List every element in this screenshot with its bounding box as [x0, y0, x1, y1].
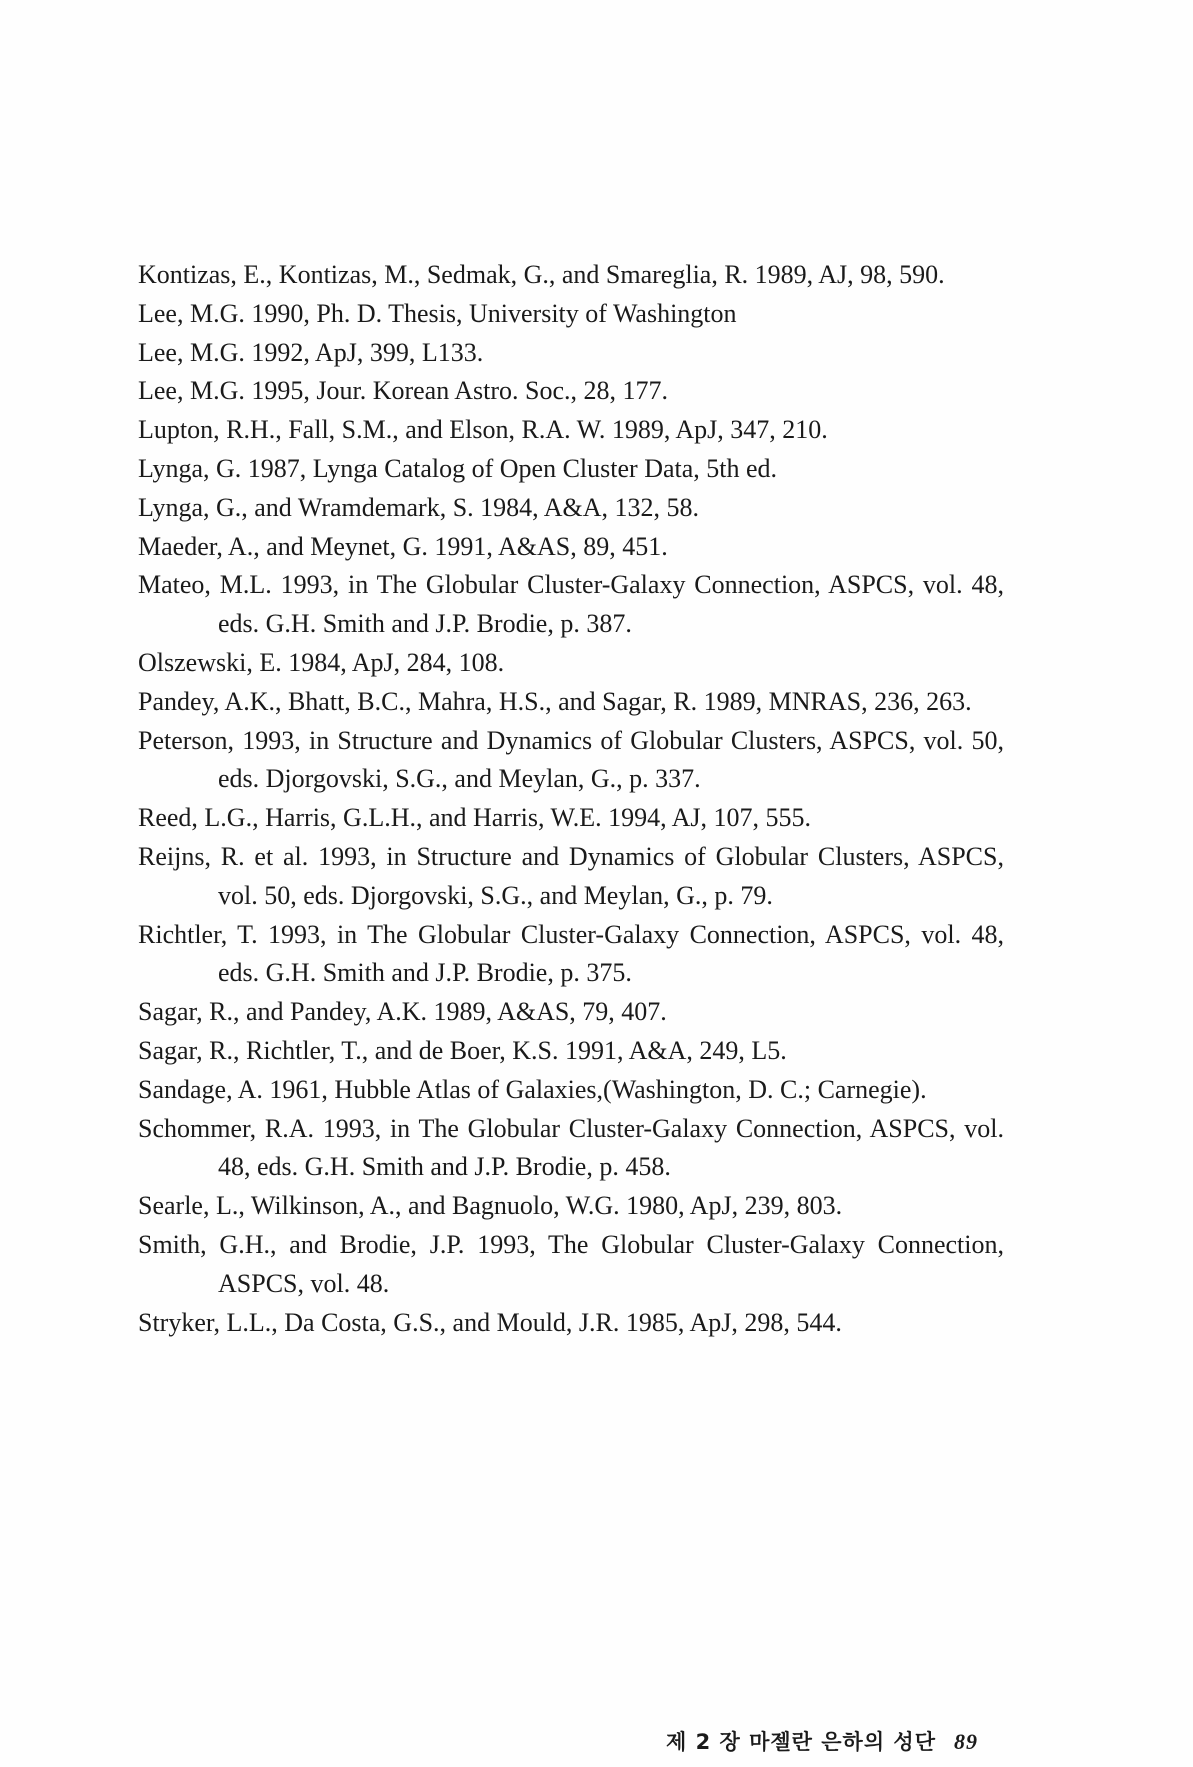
reference-item: Reijns, R. et al. 1993, in Structure and Dynamics of Globular Clusters, ASPCS, vol. 50, eds. Djorgovski, S.G., and Meylan, G., p. 79.	[138, 841, 1004, 910]
reference-item: Lee, M.G. 1990, Ph. D. Thesis, University of Washington	[138, 298, 737, 328]
reference-item: Maeder, A., and Meynet, G. 1991, A&AS, 89, 451.	[138, 531, 668, 561]
reference-item: Lynga, G., and Wramdemark, S. 1984, A&A, 132, 58.	[138, 492, 700, 522]
page-footer	[0, 1726, 978, 1756]
reference-item: Searle, L., Wilkinson, A., and Bagnuolo, W.G. 1980, ApJ, 239, 803.	[138, 1191, 843, 1221]
reference-item: Kontizas, E., Kontizas, M., Sedmak, G., and Smareglia, R. 1989, AJ, 98, 590.	[138, 260, 945, 289]
reference-item: Pandey, A.K., Bhatt, B.C., Mahra, H.S., and Sagar, R. 1989, MNRAS, 236, 263.	[138, 686, 972, 716]
reference-item: Sandage, A. 1961, Hubble Atlas of Galaxies,(Washington, D. C.; Carnegie).	[138, 1074, 927, 1104]
reference-item: Sagar, R., Richtler, T., and de Boer, K.S. 1991, A&A, 249, L5.	[138, 1035, 787, 1065]
reference-item: Reed, L.G., Harris, G.L.H., and Harris, W.E. 1994, AJ, 107, 555.	[138, 803, 812, 833]
reference-item: Lupton, R.H., Fall, S.M., and Elson, R.A. W. 1989, ApJ, 347, 210.	[138, 415, 828, 445]
reference-item: Smith, G.H., and Brodie, J.P. 1993, The Globular Cluster-Galaxy Connection, ASPCS, vol. 48.	[138, 1229, 1004, 1298]
reference-item: Olszewski, E. 1984, ApJ, 284, 108.	[138, 647, 505, 677]
reference-item: Schommer, R.A. 1993, in The Globular Cluster-Galaxy Connection, ASPCS, vol. 48, eds. G.H. Smith and J.P. Brodie, p. 458.	[138, 1113, 1004, 1182]
reference-item: Stryker, L.L., Da Costa, G.S., and Mould, J.R. 1985, ApJ, 298, 544.	[138, 1307, 842, 1337]
reference-list	[138, 256, 1004, 1342]
reference-item: Lee, M.G. 1992, ApJ, 399, L133.	[138, 337, 484, 367]
reference-item: Peterson, 1993, in Structure and Dynamics of Globular Clusters, ASPCS, vol. 50, eds. Djorgovski, S.G., and Meylan, G., p. 337.	[138, 725, 1004, 794]
reference-item: Mateo, M.L. 1993, in The Globular Cluster-Galaxy Connection, ASPCS, vol. 48, eds. G.H. Smith and J.P. Brodie, p. 387.	[138, 570, 1004, 639]
reference-item: Lynga, G. 1987, Lynga Catalog of Open Cluster Data, 5th ed.	[138, 453, 778, 483]
reference-item: Richtler, T. 1993, in The Globular Cluster-Galaxy Connection, ASPCS, vol. 48, eds. G.H. Smith and J.P. Brodie, p. 375.	[138, 919, 1004, 988]
page-number: 89	[954, 1729, 978, 1754]
reference-item: Sagar, R., and Pandey, A.K. 1989, A&AS, 79, 407.	[138, 997, 667, 1027]
reference-item: Lee, M.G. 1995, Jour. Korean Astro. Soc., 28, 177.	[138, 376, 669, 406]
chapter-title: 제 2 장 마젤란 은하의 성단	[665, 1730, 936, 1754]
